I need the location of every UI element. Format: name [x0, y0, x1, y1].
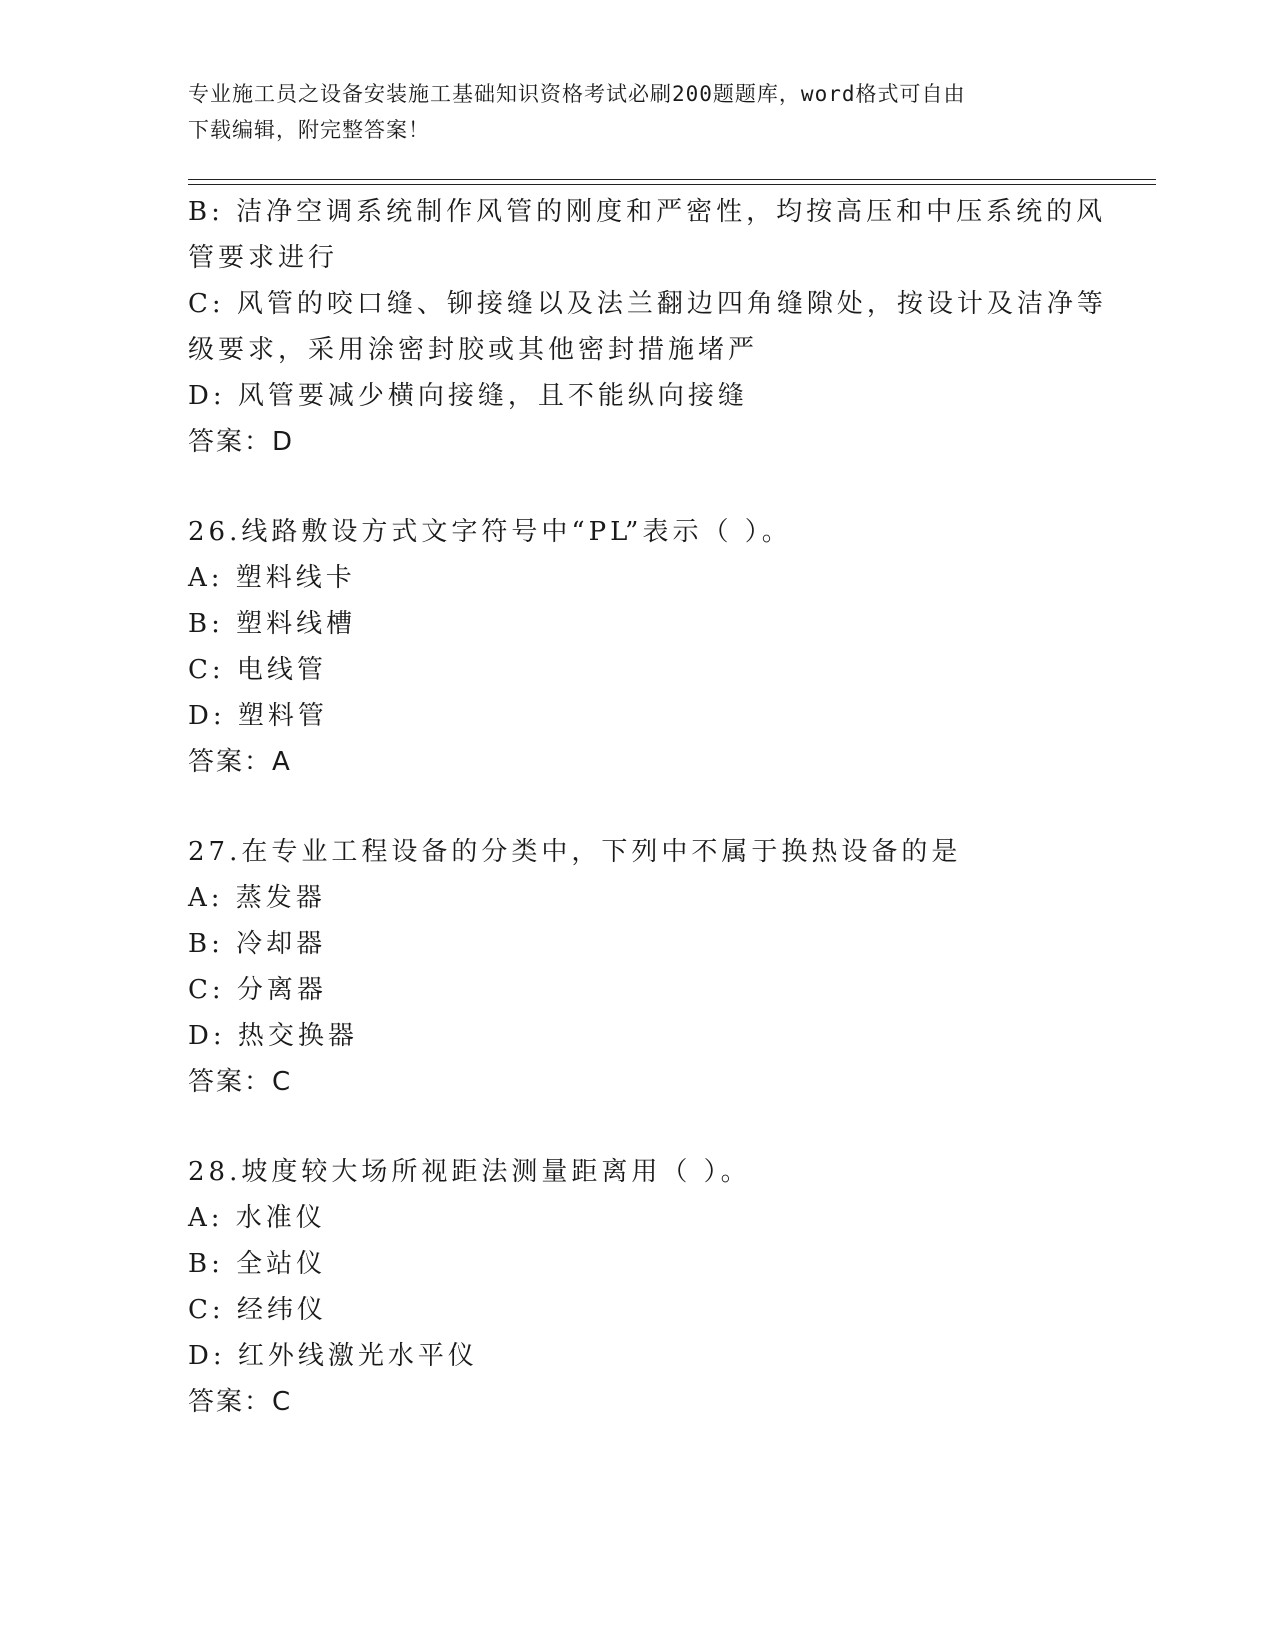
header-line-2: 下载编辑，附完整答案！ — [188, 118, 430, 142]
question-26-block — [188, 509, 1088, 785]
q27-option-c: C: 分离器 — [188, 975, 327, 1005]
q28-option-b: B: 全站仪 — [188, 1249, 327, 1279]
document-header — [188, 76, 1068, 148]
q26-option-d: D: 塑料管 — [188, 701, 328, 731]
q27-option-a: A: 蒸发器 — [188, 883, 326, 913]
question-27-block — [188, 829, 1088, 1105]
q26-option-b: B: 塑料线槽 — [188, 609, 357, 639]
q27-option-b: B: 冷却器 — [188, 929, 327, 959]
question-28-block — [188, 1149, 1088, 1425]
header-line-1: 专业施工员之设备安装施工基础知识资格考试必刷200题题库，word格式可自由 — [188, 82, 966, 106]
header-divider-top — [188, 179, 1156, 180]
question-25-block — [188, 189, 1107, 465]
spacer — [188, 1105, 1088, 1149]
q25-option-c-line-1: C: 风管的咬口缝、铆接缝以及法兰翻边四角缝隙处，按设计及洁净等 — [188, 289, 1107, 319]
q26-option-a: A: 塑料线卡 — [188, 563, 356, 593]
q27-answer: 答案：C — [188, 1067, 293, 1097]
q25-option-b-line-1: B: 洁净空调系统制作风管的刚度和严密性，均按高压和中压系统的风 — [188, 197, 1107, 227]
header-divider-bottom — [188, 184, 1156, 185]
q25-option-b-line-2: 管要求进行 — [188, 243, 339, 273]
q28-answer: 答案：C — [188, 1387, 293, 1417]
q28-question: 28.坡度较大场所视距法测量距离用（ ）。 — [188, 1157, 751, 1187]
q26-option-c: C: 电线管 — [188, 655, 327, 685]
q28-option-d: D: 红外线激光水平仪 — [188, 1341, 478, 1371]
q25-option-d: D: 风管要减少横向接缝，且不能纵向接缝 — [188, 381, 748, 411]
q25-answer: 答案：D — [188, 427, 295, 457]
q27-question: 27.在专业工程设备的分类中，下列中不属于换热设备的是 — [188, 837, 962, 867]
q26-answer: 答案：A — [188, 747, 292, 777]
q28-option-c: C: 经纬仪 — [188, 1295, 327, 1325]
q27-option-d: D: 热交换器 — [188, 1021, 358, 1051]
q26-question: 26.线路敷设方式文字符号中“PL”表示（ ）。 — [188, 517, 792, 547]
question-list — [188, 189, 1107, 1425]
q28-option-a: A: 水准仪 — [188, 1203, 326, 1233]
spacer — [188, 465, 1088, 509]
q25-option-c-line-2: 级要求，采用涂密封胶或其他密封措施堵严 — [188, 335, 759, 365]
spacer — [188, 785, 1088, 829]
